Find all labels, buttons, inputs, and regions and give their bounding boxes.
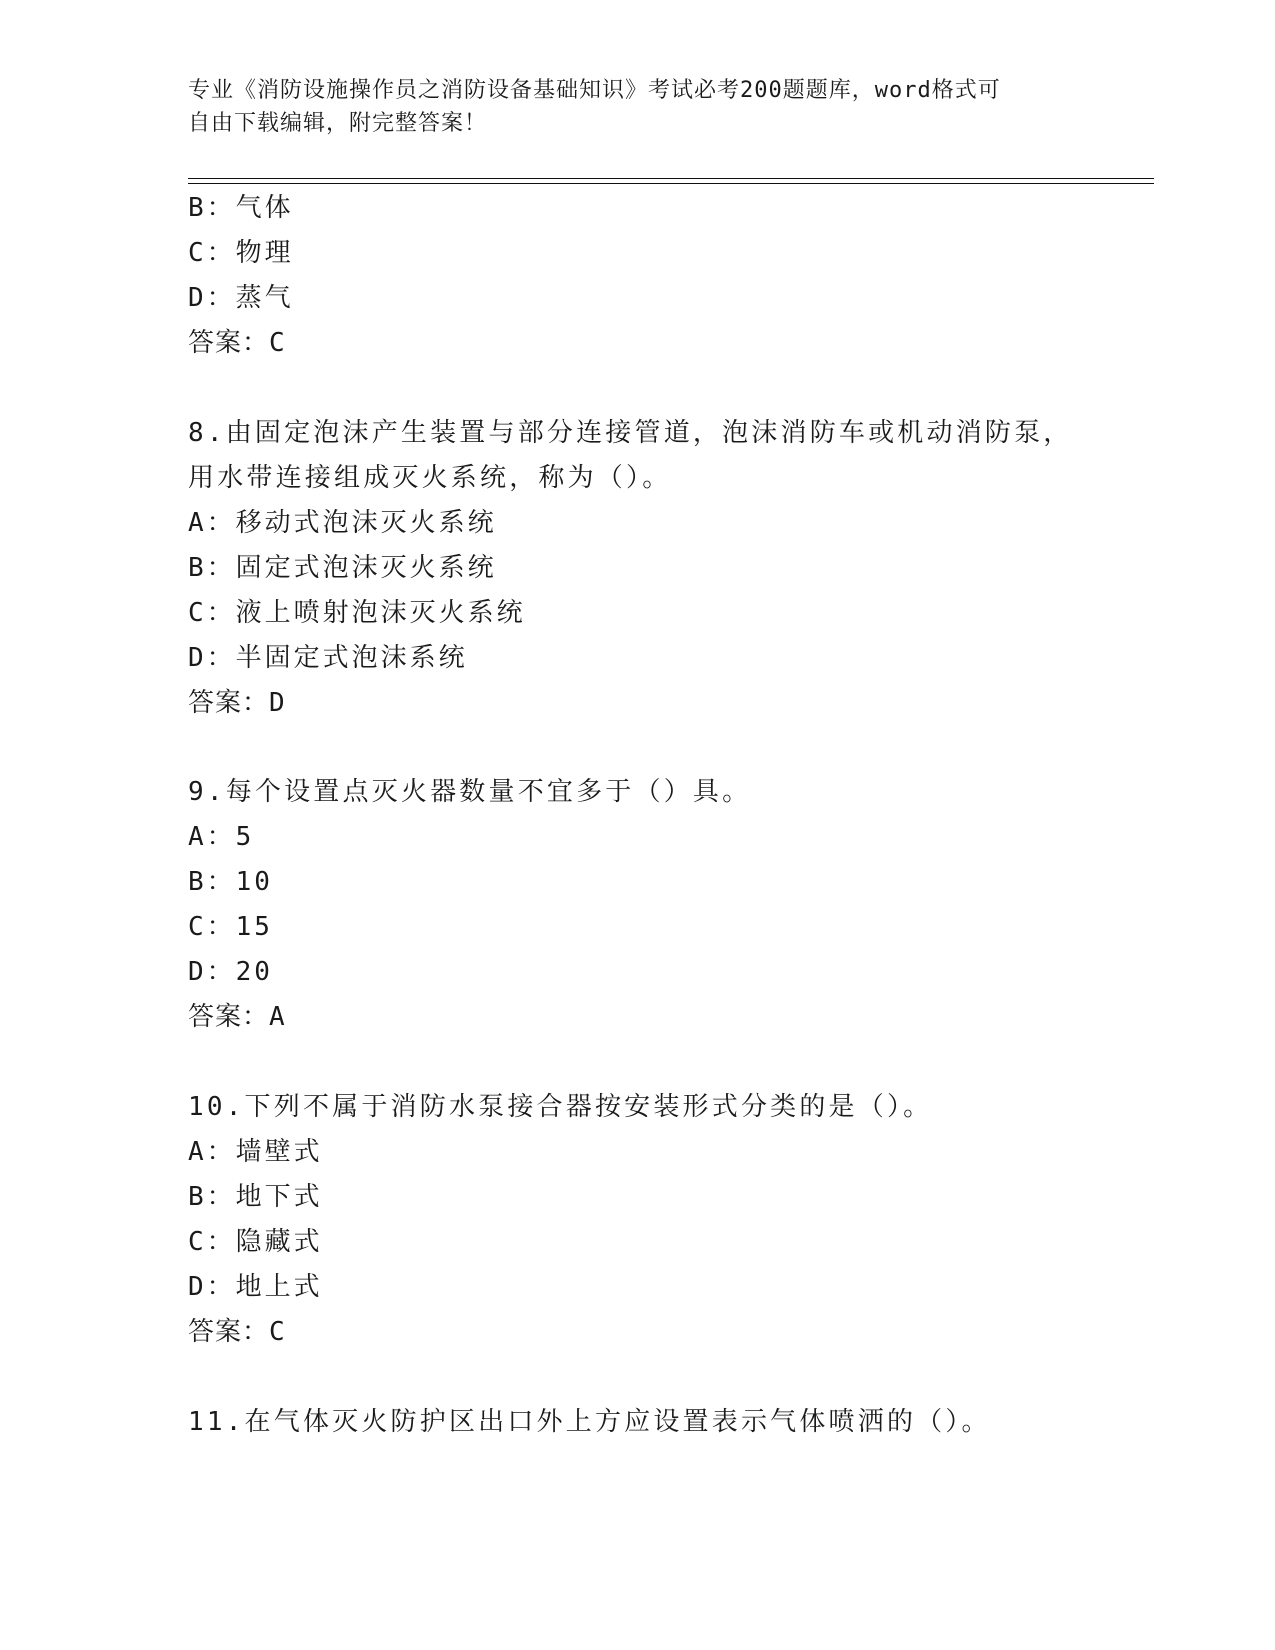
q10-option-d: D：地上式 [188,1272,323,1302]
q10-option-a: A：墙壁式 [188,1137,323,1167]
q8-option-a: A：移动式泡沫灭火系统 [188,508,497,538]
q8-stem-line-2: 用水带连接组成灭火系统，称为（）。 [188,463,672,493]
q7-option-d: D：蒸气 [188,283,294,313]
header-divider-bottom [188,183,1154,184]
header-divider-top [188,178,1154,179]
q9-option-c: C：15 [188,912,273,942]
q9-option-d: D：20 [188,957,273,987]
q9-option-a: A：5 [188,822,255,852]
q10-answer: 答案：C [188,1317,286,1347]
q8-answer: 答案：D [188,688,286,718]
q7-answer: 答案：C [188,328,286,358]
q8-option-b: B：固定式泡沫灭火系统 [188,553,497,583]
q9-option-b: B：10 [188,867,273,897]
header-line-1: 专业《消防设施操作员之消防设备基础知识》考试必考200题题库，word格式可 [188,78,1001,103]
q7-option-b: B：气体 [188,193,294,223]
header-line-2: 自由下载编辑，附完整答案！ [188,111,488,136]
q8-stem-line-1: 8.由固定泡沫产生装置与部分连接管道，泡沫消防车或机动消防泵， [188,418,1073,448]
q8-option-c: C：液上喷射泡沫灭火系统 [188,598,526,628]
q10-option-b: B：地下式 [188,1182,323,1212]
q7-option-c: C：物理 [188,238,294,268]
q8-option-d: D：半固定式泡沫系统 [188,643,468,673]
q9-stem: 9.每个设置点灭火器数量不宜多于（）具。 [188,777,752,807]
document-header [188,74,1088,140]
q9-answer: 答案：A [188,1002,286,1032]
q11-stem: 11.在气体灭火防护区出口外上方应设置表示气体喷洒的（）。 [188,1407,991,1437]
q10-stem: 10.下列不属于消防水泵接合器按安装形式分类的是（）。 [188,1092,933,1122]
q10-option-c: C：隐藏式 [188,1227,323,1257]
